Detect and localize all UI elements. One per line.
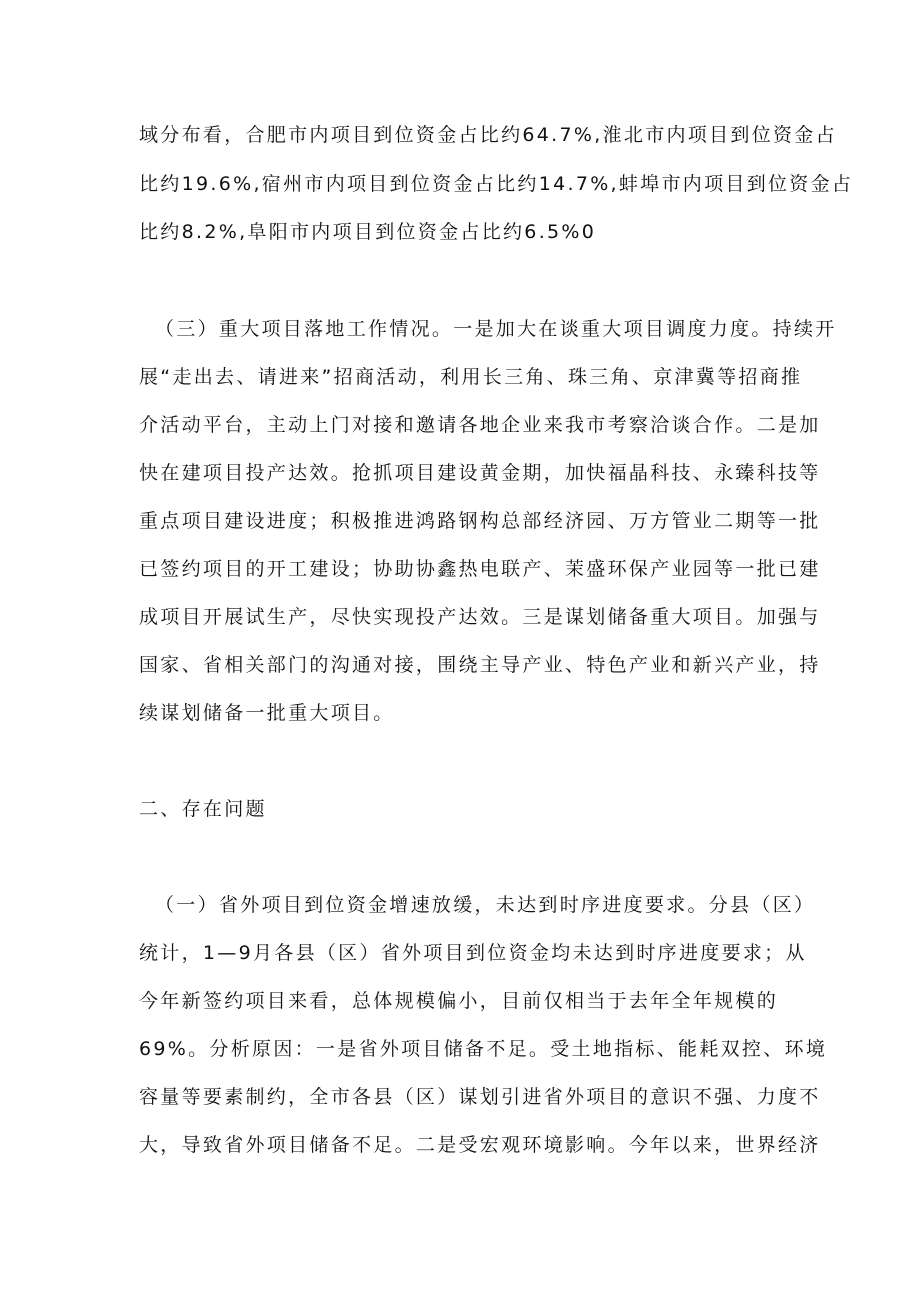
text-line: 大，导致省外项目储备不足。二是受宏观环境影响。今年以来，世界经济 — [139, 1134, 821, 1156]
text-line: （三）重大项目落地工作情况。一是加大在谈重大项目调度力度。持续开 — [155, 318, 837, 340]
text-line: 展“走出去、请进来”招商活动，利用长三角、珠三角、京津冀等招商推 — [139, 366, 803, 388]
text-line: 今年新签约项目来看，总体规模偏小，目前仅相当于去年全年规模的 — [139, 990, 779, 1012]
text-line: 续谋划储备一批重大项目。 — [139, 702, 395, 724]
text-line: 重点项目建设进度；积极推进鸿路钢构总部经济园、万方管业二期等一批 — [139, 510, 821, 532]
text-line: （一）省外项目到位资金增速放缓，未达到时序进度要求。分县（区） — [155, 894, 816, 916]
text-line: 69%。分析原因：一是省外项目储备不足。受土地指标、能耗双控、环境 — [139, 1038, 828, 1060]
text-line: 已签约项目的开工建设；协助协鑫热电联产、茉盛环保产业园等一批已建 — [139, 558, 821, 580]
text-line: 域分布看，合肥市内项目到位资金占比约64.7%,淮北市内项目到位资金占 — [139, 124, 837, 146]
text-line: 介活动平台，主动上门对接和邀请各地企业来我市考察洽谈合作。二是加 — [139, 414, 821, 436]
section-heading: 二、存在问题 — [139, 798, 267, 820]
text-line: 统计，1—9月各县（区）省外项目到位资金均未达到时序进度要求；从 — [139, 942, 807, 964]
text-line: 国家、省相关部门的沟通对接，围绕主导产业、特色产业和新兴产业，持 — [139, 654, 821, 676]
text-line: 比约19.6%,宿州市内项目到位资金占比约14.7%,蚌埠市内项目到位资金占 — [139, 173, 854, 195]
text-line: 比约8.2%,阜阳市内项目到位资金占比约6.5%0 — [139, 221, 597, 243]
text-line: 快在建项目投产达效。抢抓项目建设黄金期，加快福晶科技、永臻科技等 — [139, 462, 821, 484]
text-line: 成项目开展试生产，尽快实现投产达效。三是谋划储备重大项目。加强与 — [139, 606, 821, 628]
text-line: 容量等要素制约，全市各县（区）谋划引进省外项目的意识不强、力度不 — [139, 1086, 821, 1108]
